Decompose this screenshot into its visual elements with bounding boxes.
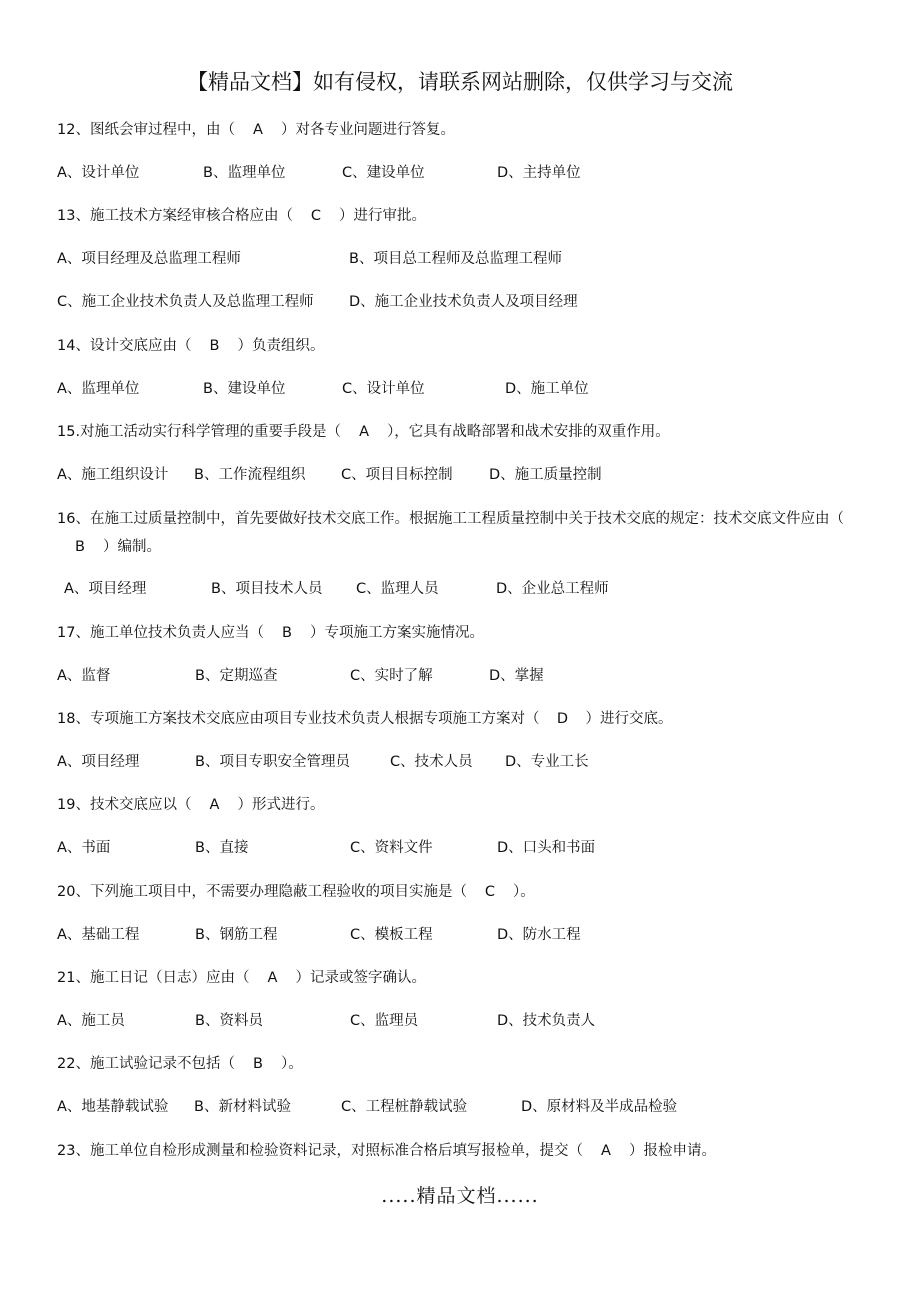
option: D、口头和书面 (497, 840, 596, 856)
option: D、专业工长 (505, 754, 589, 770)
question-13: 13、施工技术方案经审核合格应由（ C ）进行审批。 (57, 202, 870, 230)
option: B、项目技术人员 (211, 581, 323, 597)
option: C、建设单位 (342, 165, 425, 181)
option: B、项目总工程师及总监理工程师 (349, 251, 562, 267)
option: D、施工单位 (505, 381, 589, 397)
question-16: 16、在施工过质量控制中，首先要做好技术交底工作。根据施工工程质量控制中关于技术交底的规定：技术交底文件应由（B ）编制。 (57, 505, 870, 561)
option: C、实时了解 (350, 668, 433, 684)
option: B、资料员 (195, 1013, 263, 1029)
option: C、施工企业技术负责人及总监理工程师 (57, 294, 314, 310)
answer: C (484, 884, 496, 900)
question-15: 15.对施工活动实行科学管理的重要手段是（ A ），它具有战略部署和战术安排的双重作用。 (57, 418, 870, 446)
option: A、监理单位 (57, 381, 140, 397)
question-19: 19、技术交底应以（ A ）形式进行。 (57, 791, 870, 819)
option: A、项目经理 (64, 581, 147, 597)
option: D、原材料及半成品检验 (521, 1099, 678, 1115)
option: C、工程桩静载试验 (341, 1099, 468, 1115)
option: B、钢筋工程 (195, 927, 278, 943)
question-23: 23、施工单位自检形成测量和检验资料记录，对照标准合格后填写报检单，提交（ A ）报检申请。 (57, 1137, 870, 1165)
page-footer: .....精品文档...... (381, 1185, 539, 1207)
answer: A (600, 1143, 611, 1159)
option: D、企业总工程师 (496, 581, 609, 597)
answer: B (75, 539, 85, 555)
option: A、项目经理及总监理工程师 (57, 251, 241, 267)
option: C、模板工程 (350, 927, 433, 943)
option: C、设计单位 (342, 381, 425, 397)
option: B、新材料试验 (194, 1099, 291, 1115)
answer: B (252, 1056, 263, 1072)
option: C、资料文件 (350, 840, 433, 856)
answer: B (209, 338, 220, 354)
page-header: 【精品文档】如有侵权，请联系网站删除，仅供学习与交流 (187, 70, 733, 94)
option: C、项目目标控制 (341, 467, 453, 483)
question-17: 17、施工单位技术负责人应当（ B ）专项施工方案实施情况。 (57, 619, 870, 647)
answer: A (209, 797, 220, 813)
answer: A (267, 970, 278, 986)
option: D、主持单位 (497, 165, 581, 181)
option: B、监理单位 (203, 165, 286, 181)
question-20: 20、下列施工项目中，不需要办理隐蔽工程验收的项目实施是（ C ）。 (57, 878, 870, 906)
option: A、施工组织设计 (57, 467, 169, 483)
option: B、工作流程组织 (194, 467, 306, 483)
option: D、技术负责人 (497, 1013, 596, 1029)
option: B、建设单位 (203, 381, 286, 397)
question-21: 21、施工日记（日志）应由（ A ）记录或签字确认。 (57, 964, 870, 992)
option: A、书面 (57, 840, 111, 856)
option: D、掌握 (489, 668, 544, 684)
option: D、防水工程 (497, 927, 581, 943)
answer: A (359, 424, 370, 440)
option: A、监督 (57, 668, 111, 684)
option: C、监理人员 (356, 581, 439, 597)
question-18: 18、专项施工方案技术交底应由项目专业技术负责人根据专项施工方案对（ D ）进行交底。 (57, 705, 870, 733)
option: D、施工质量控制 (489, 467, 602, 483)
option: A、施工员 (57, 1013, 125, 1029)
question-22: 22、施工试验记录不包括（ B ）。 (57, 1050, 870, 1078)
option: A、地基静载试验 (57, 1099, 169, 1115)
option: A、设计单位 (57, 165, 140, 181)
question-12: 12、图纸会审过程中，由（ A ）对各专业问题进行答复。 (57, 116, 870, 144)
answer: B (281, 625, 292, 641)
option: D、施工企业技术负责人及项目经理 (349, 294, 578, 310)
option: B、直接 (195, 840, 249, 856)
option: B、项目专职安全管理员 (195, 754, 350, 770)
question-14: 14、设计交底应由（ B ）负责组织。 (57, 332, 870, 360)
option: C、技术人员 (390, 754, 473, 770)
option: B、定期巡查 (195, 668, 278, 684)
answer: C (310, 208, 322, 224)
option: A、基础工程 (57, 927, 140, 943)
answer: D (556, 711, 569, 727)
answer: A (252, 122, 263, 138)
option: C、监理员 (350, 1013, 419, 1029)
option: A、项目经理 (57, 754, 140, 770)
